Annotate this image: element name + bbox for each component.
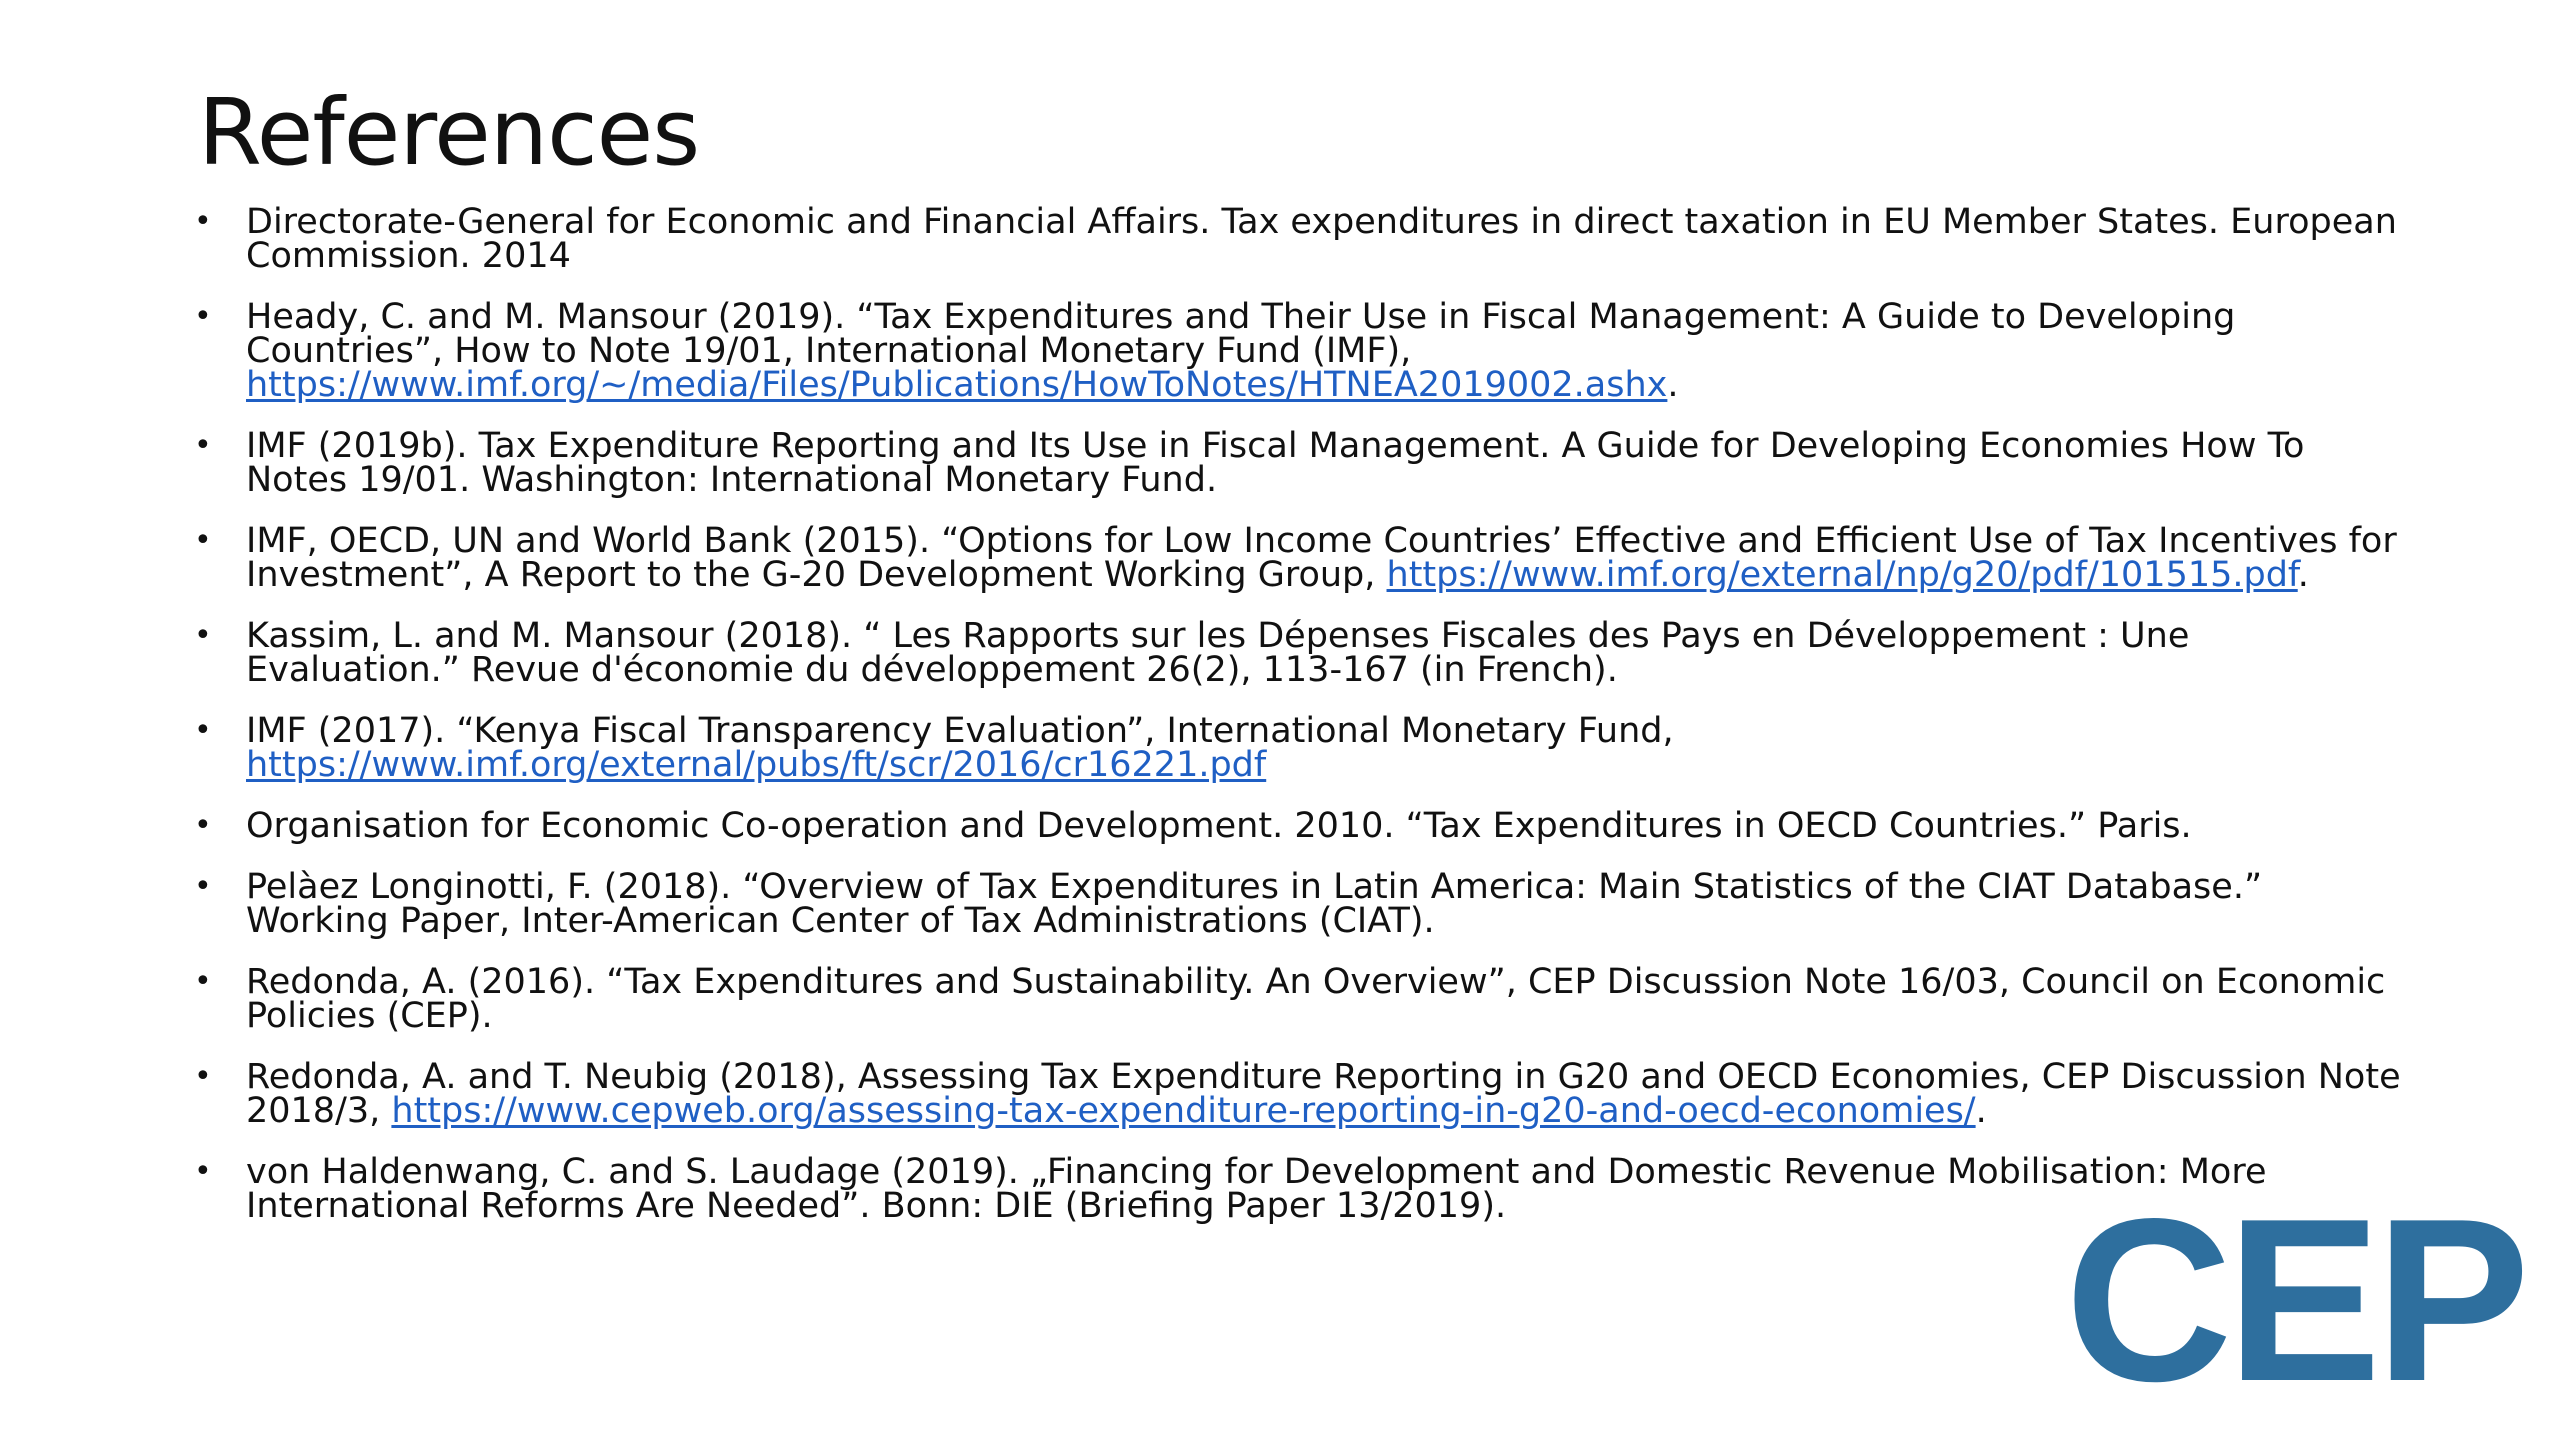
bullet-icon: • xyxy=(194,869,212,904)
reference-text: Heady, C. and M. Mansour (2019). “Tax Expenditures and Their Use in Fiscal Management: A Guide to Developing Countries”, How to Note 19/01, International Monetary Fund (IMF), xyxy=(246,297,2236,371)
reference-item xyxy=(190,426,2410,500)
bullet-icon: • xyxy=(194,618,212,653)
bullet-icon: • xyxy=(194,808,212,843)
reference-item xyxy=(190,806,2410,846)
reference-list xyxy=(190,202,2410,1250)
reference-item xyxy=(190,297,2410,405)
reference-item xyxy=(190,962,2410,1036)
bullet-icon: • xyxy=(194,1059,212,1094)
reference-text: Redonda, A. and T. Neubig (2018), Assessing Tax Expenditure Reporting in G20 and OECD Economies, CEP Discussion Note 2018/3, xyxy=(246,1057,2401,1131)
reference-text: IMF (2019b). Tax Expenditure Reporting and Its Use in Fiscal Management. A Guide for Developing Economies How To Notes 19/01. Washington: International Monetary Fund. xyxy=(246,426,2305,500)
bullet-icon: • xyxy=(194,713,212,748)
reference-item xyxy=(190,711,2410,785)
reference-item xyxy=(190,1057,2410,1131)
bullet-icon: • xyxy=(194,428,212,463)
reference-item xyxy=(190,616,2410,690)
reference-text: IMF (2017). “Kenya Fiscal Transparency Evaluation”, International Monetary Fund, xyxy=(246,711,1674,751)
reference-link[interactable]: https://www.imf.org/external/pubs/ft/scr/2016/cr16221.pdf xyxy=(246,745,1267,785)
bullet-icon: • xyxy=(194,523,212,558)
bullet-icon: • xyxy=(194,1154,212,1189)
bullet-icon: • xyxy=(194,204,212,239)
reference-trailing-punctuation: . xyxy=(1667,365,1679,405)
reference-text: von Haldenwang, C. and S. Laudage (2019). „Financing for Development and Domestic Revenue Mobilisation: More International Reforms Are Needed”. Bonn: DIE (Briefing Paper 13/2019). xyxy=(246,1152,2267,1226)
reference-link[interactable]: https://www.imf.org/external/np/g20/pdf/101515.pdf xyxy=(1386,555,2298,595)
reference-link[interactable]: https://www.cepweb.org/assessing-tax-expenditure-reporting-in-g20-and-oecd-economies/ xyxy=(391,1091,1976,1131)
bullet-icon: • xyxy=(194,964,212,999)
reference-trailing-punctuation: . xyxy=(1975,1091,1987,1131)
reference-item xyxy=(190,867,2410,941)
reference-item xyxy=(190,521,2410,595)
reference-text: Redonda, A. (2016). “Tax Expenditures and Sustainability. An Overview”, CEP Discussion Note 16/03, Council on Economic Policies (CEP). xyxy=(246,962,2386,1036)
reference-link[interactable]: https://www.imf.org/~/media/Files/Publications/HowToNotes/HTNEA2019002.ashx xyxy=(246,365,1668,405)
slide-title: References xyxy=(198,79,700,186)
reference-text: IMF, OECD, UN and World Bank (2015). “Options for Low Income Countries’ Effective and Efficient Use of Tax Incentives for Investment”, A Report to the G-20 Development Working Group, xyxy=(246,521,2397,595)
reference-text: Organisation for Economic Co-operation and Development. 2010. “Tax Expenditures in OECD Countries.” Paris. xyxy=(246,806,2192,846)
cep-logo: CEP xyxy=(2064,1171,2524,1430)
bullet-icon: • xyxy=(194,299,212,334)
reference-text: Pelàez Longinotti, F. (2018). “Overview of Tax Expenditures in Latin America: Main Statistics of the CIAT Database.” Working Paper, Inter-American Center of Tax Administrations (CIAT). xyxy=(246,867,2263,941)
reference-trailing-punctuation: . xyxy=(2297,555,2309,595)
reference-text: Directorate-General for Economic and Financial Affairs. Tax expenditures in direct taxation in EU Member States. European Commission. 2014 xyxy=(246,202,2397,276)
reference-item xyxy=(190,202,2410,276)
reference-text: Kassim, L. and M. Mansour (2018). “ Les Rapports sur les Dépenses Fiscales des Pays en Développement : Une Evaluation.” Revue d'économie du développement 26(2), 113-167 (in French). xyxy=(246,616,2190,690)
